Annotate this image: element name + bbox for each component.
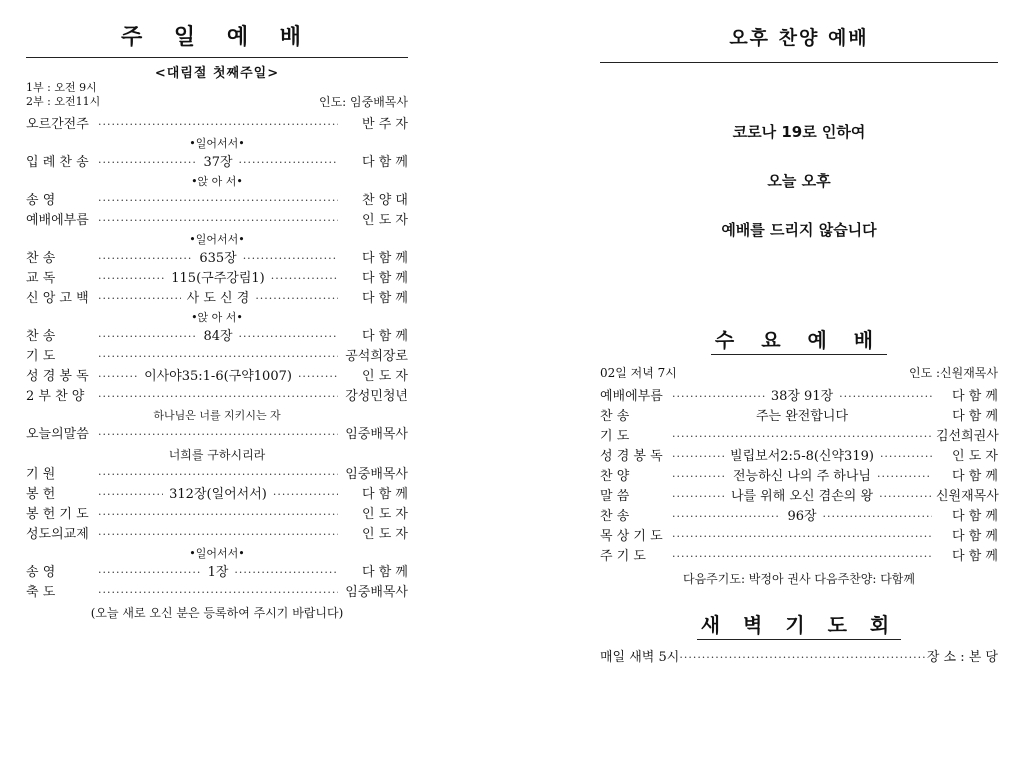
- order-row: [26, 347, 408, 367]
- order-row: [600, 507, 998, 527]
- order-label: 성도의교제: [26, 527, 89, 542]
- dawn-row: [600, 648, 998, 668]
- leader-dots: [239, 153, 338, 173]
- order-person: 인 도 자: [952, 449, 998, 464]
- afternoon-line-3: 예배를 드리지 않습니다: [721, 221, 877, 239]
- order-row: [600, 427, 998, 447]
- sunday-service-page: [26, 0, 408, 768]
- order-note: 하나님은 너를 지키시는 자: [153, 409, 281, 422]
- order-row: [26, 153, 408, 173]
- order-detail: 38장 91장: [770, 389, 834, 404]
- order-person: 다 함 께: [362, 155, 408, 170]
- leader-dots: [98, 347, 338, 367]
- leader-dots: [98, 211, 338, 231]
- order-detail: 37장: [203, 155, 233, 170]
- order-person: 임중배목사: [345, 585, 408, 600]
- order-label: 찬 송: [26, 251, 56, 266]
- order-label: 성 경 봉 독: [26, 369, 89, 384]
- order-row: [26, 485, 408, 505]
- order-row: [26, 211, 408, 231]
- order-label: 송 영: [26, 193, 56, 208]
- order-row: [26, 327, 408, 347]
- leader-dots: [679, 648, 927, 668]
- order-detail: 전능하신 나의 주 하나님: [733, 469, 871, 484]
- order-person: 공석희장로: [345, 349, 408, 364]
- order-person: 인 도 자: [362, 213, 408, 228]
- leader-dots: [98, 269, 165, 289]
- order-label: 신 앙 고 백: [26, 291, 89, 306]
- leader-dots: [98, 249, 193, 269]
- order-person: 다 함 께: [362, 487, 408, 502]
- divider: [26, 57, 408, 58]
- order-row: [600, 547, 998, 567]
- order-row: [26, 387, 408, 407]
- leader-dots: [239, 327, 338, 347]
- sunday-title: 주 일 예 배: [121, 25, 313, 50]
- order-row: [600, 527, 998, 547]
- leader-dots: [98, 153, 197, 173]
- order-person: 김선희권사: [936, 429, 999, 444]
- wednesday-order-list: [600, 387, 998, 567]
- order-person: 다 함 께: [952, 409, 999, 424]
- leader-dots: [672, 427, 932, 447]
- order-note: •앉 아 서•: [191, 175, 243, 188]
- order-detail: 1장: [207, 565, 229, 580]
- leader-dots: [273, 485, 338, 505]
- order-row: [26, 191, 408, 211]
- order-row: [26, 115, 408, 135]
- order-label: 찬 송: [26, 329, 56, 344]
- leader-dots: [877, 467, 932, 487]
- order-row: [26, 465, 408, 485]
- leader-dots: [98, 367, 138, 387]
- divider: [600, 62, 998, 63]
- order-label: 예배에부름: [26, 213, 89, 228]
- next-week-note: 다음주기도: 박정아 권사 다음주찬양: 다함께: [682, 572, 915, 586]
- order-label: 봉 헌: [26, 487, 56, 502]
- order-label: 예배에부름: [600, 389, 663, 404]
- leader-dots: [243, 249, 338, 269]
- leader-dots: [672, 547, 932, 567]
- leader-dots: [672, 467, 727, 487]
- order-label: 교 독: [26, 271, 56, 286]
- leader-dots: [234, 563, 338, 583]
- order-person: 임중배목사: [345, 467, 408, 482]
- order-row: [600, 407, 998, 427]
- order-row: [26, 563, 408, 583]
- order-label: 성 경 봉 독: [600, 449, 663, 464]
- order-person: 임중배목사: [345, 427, 408, 442]
- order-row: [26, 425, 408, 445]
- order-detail: 115(구주강림1): [171, 271, 265, 286]
- leader-dots: [672, 487, 725, 507]
- order-label: 목 상 기 도: [600, 529, 663, 544]
- service-times: [26, 81, 408, 109]
- order-person: 다 함 께: [952, 389, 998, 404]
- leader-dots: [98, 115, 338, 135]
- order-person: 인 도 자: [362, 527, 408, 542]
- order-label: 2 부 찬 양: [26, 389, 85, 404]
- order-label: 봉 헌 기 도: [26, 507, 89, 522]
- leader-dots: [672, 507, 781, 527]
- dawn-title: 새 벽 기 도 회: [600, 609, 998, 638]
- order-person: 다 함 께: [952, 469, 998, 484]
- leader-dots: [98, 563, 202, 583]
- order-row: [26, 289, 408, 309]
- order-row: [26, 583, 408, 603]
- order-row: [600, 387, 998, 407]
- order-note: •일어서서•: [189, 547, 245, 560]
- order-label: 입 례 찬 송: [26, 155, 89, 170]
- order-row: [26, 249, 408, 269]
- wednesday-title: 수 요 예 배: [600, 324, 998, 353]
- leader-dots: [98, 465, 338, 485]
- order-detail: 635장: [199, 251, 237, 266]
- wednesday-info: [600, 363, 998, 383]
- order-detail: 빌립보서2:5-8(신약319): [730, 449, 874, 464]
- order-person: 다 함 께: [362, 251, 408, 266]
- leader-dots: [880, 447, 932, 467]
- order-person: 반 주 자: [362, 117, 408, 132]
- order-label: 찬 송: [600, 509, 630, 524]
- dawn-label: 매일 새벽 5시: [600, 650, 680, 665]
- order-row: [600, 467, 998, 487]
- order-label: 주 기 도: [600, 549, 646, 564]
- order-detail: 84장: [203, 329, 233, 344]
- order-person: 다 함 께: [362, 271, 408, 286]
- order-row: [26, 367, 408, 387]
- afternoon-line-2: 오늘 오후: [767, 172, 831, 190]
- order-label: 기 도: [600, 429, 630, 444]
- leader-dots: [98, 485, 163, 505]
- order-detail: 주는 완전합니다: [755, 409, 849, 424]
- sunday-leader: 인도: 임중배목사: [318, 95, 408, 109]
- leader-dots: [98, 191, 338, 211]
- order-detail: 사 도 신 경: [186, 291, 250, 306]
- leader-dots: [823, 507, 932, 527]
- order-detail: 312장(일어서서): [169, 487, 267, 502]
- order-row: [600, 487, 998, 507]
- leader-dots: [879, 487, 932, 507]
- order-label: 축 도: [26, 585, 56, 600]
- leader-dots: [98, 583, 338, 603]
- order-person: 다 함 께: [952, 529, 998, 544]
- leader-dots: [98, 387, 338, 407]
- order-label: 기 원: [26, 467, 56, 482]
- sunday-order-list: [26, 115, 408, 623]
- order-person: 다 함 께: [952, 549, 998, 564]
- order-row: [26, 505, 408, 525]
- order-person: 다 함 께: [362, 291, 408, 306]
- leader-dots: [672, 447, 724, 467]
- order-note: •일어서서•: [189, 137, 245, 150]
- leader-dots: [672, 527, 932, 547]
- order-person: 강성민청년: [345, 389, 408, 404]
- wednesday-leader: 인도 :신원재목사: [908, 366, 998, 380]
- order-label: 찬 양: [600, 469, 630, 484]
- leader-dots: [298, 367, 338, 387]
- order-row: [600, 447, 998, 467]
- leader-dots: [255, 289, 338, 309]
- order-person: 찬 양 대: [362, 193, 408, 208]
- order-note: (오늘 새로 오신 분은 등록하여 주시기 바랍니다): [90, 606, 344, 620]
- order-label: 찬 송: [600, 409, 630, 424]
- leader-dots: [672, 387, 765, 407]
- order-person: 인 도 자: [362, 507, 408, 522]
- leader-dots: [271, 269, 338, 289]
- order-person: 다 함 께: [362, 329, 408, 344]
- order-label: 기 도: [26, 349, 56, 364]
- order-label: 송 영: [26, 565, 56, 580]
- leader-dots: [98, 425, 338, 445]
- order-label: 말 씀: [600, 489, 630, 504]
- sunday-subtitle: <대림절 첫째주일>: [154, 66, 280, 81]
- order-person: 신원재목사: [936, 489, 999, 504]
- order-note: •일어서서•: [189, 233, 245, 246]
- service-time-1: 1부 : 오전 9시: [26, 81, 97, 94]
- order-detail: 96장: [787, 509, 817, 524]
- order-row: [26, 269, 408, 289]
- order-label: 오늘의말씀: [26, 427, 89, 442]
- afternoon-title: 오후 찬양 예배: [729, 27, 869, 49]
- leader-dots: [839, 387, 932, 407]
- order-row: [26, 525, 408, 545]
- order-note: 너희를 구하시리라: [168, 448, 266, 462]
- wednesday-time: 02일 저녁 7시: [600, 366, 677, 380]
- dawn-place: 장 소 : 본 당: [926, 650, 998, 665]
- order-label: 오르간전주: [26, 117, 89, 132]
- order-person: 인 도 자: [362, 369, 408, 384]
- afternoon-line-1: 코로나 19로 인하여: [732, 123, 866, 141]
- service-time-2: 2부 : 오전11시: [26, 95, 101, 108]
- order-detail: 이사야35:1-6(구약1007): [144, 369, 292, 384]
- order-person: 다 함 께: [952, 509, 998, 524]
- leader-dots: [98, 505, 338, 525]
- leader-dots: [98, 289, 181, 309]
- order-detail: 나를 위해 오신 겸손의 왕: [730, 489, 874, 504]
- leader-dots: [98, 525, 338, 545]
- leader-dots: [98, 327, 197, 347]
- right-page: [600, 0, 998, 768]
- order-note: •앉 아 서•: [191, 311, 243, 324]
- order-person: 다 함 께: [362, 565, 408, 580]
